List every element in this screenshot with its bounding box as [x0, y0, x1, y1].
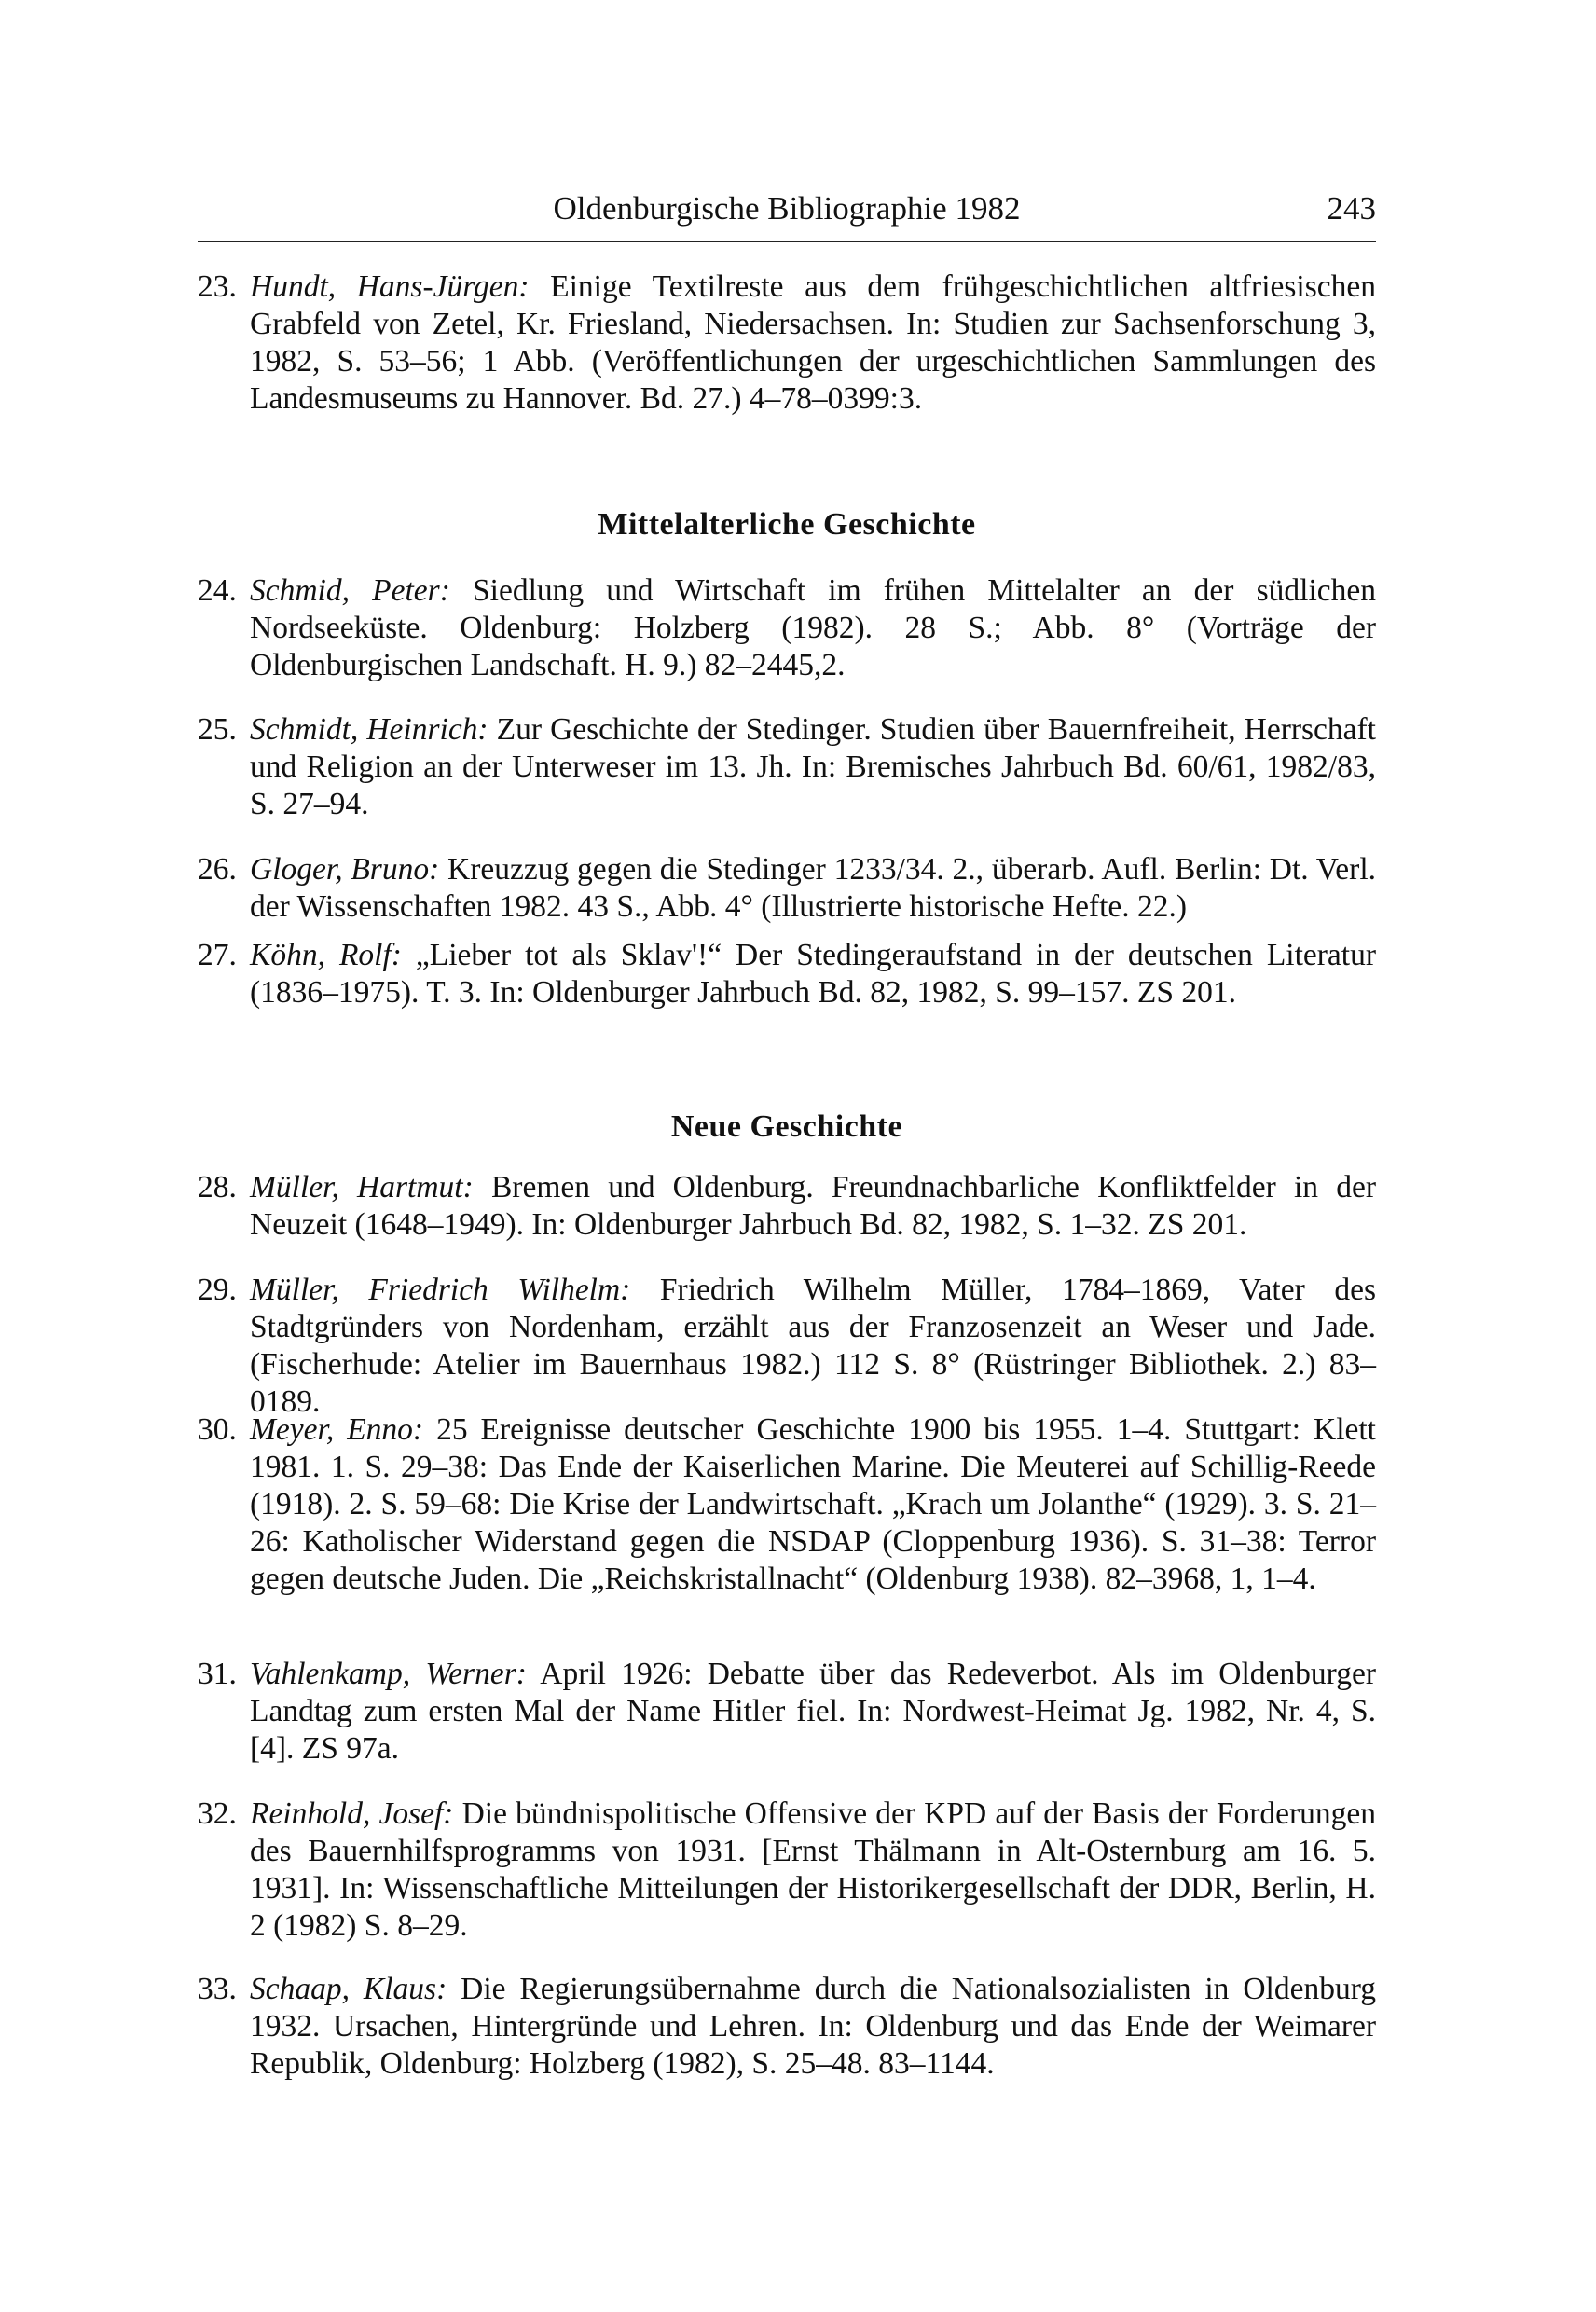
bibliography-entry-31: [198, 1656, 1376, 1768]
entry-body: [250, 851, 1376, 926]
bibliography-entry-23: [198, 268, 1376, 418]
entry-number: 30.: [198, 1412, 237, 1447]
entry-author: Hundt, Hans-Jürgen:: [250, 269, 530, 304]
bibliography-entry-25: [198, 711, 1376, 823]
entry-body: [250, 268, 1376, 418]
entry-body: [250, 572, 1376, 684]
entry-author: Meyer, Enno:: [250, 1412, 424, 1447]
entry-text: Kreuzzug gegen die Stedinger 1233/34. 2., überarb. Aufl. Berlin: Dt. Verl. der Wissenschaften 1982. 43 S., Abb. 4° (Illustrierte historische Hefte. 22.): [250, 852, 1376, 924]
entry-author: Reinhold, Josef:: [250, 1796, 454, 1831]
entry-author: Schmid, Peter:: [250, 573, 450, 608]
entry-number: 32.: [198, 1796, 237, 1831]
entry-number: 26.: [198, 852, 237, 887]
entry-text: 25 Ereignisse deutscher Geschichte 1900 bis 1955. 1–4. Stuttgart: Klett 1981. 1. S. 29–38: Das Ende der Kaiserlichen Marine. Die Meuterei auf Schillig-Reede (1918). 2. S. 59–68: Die Krise der Landwirtschaft. „Krach um Jolanthe“ (1929). 3. S. 21–26: Katholischer Widerstand gegen die NSDAP (Cloppenburg 1936). S. 31–38: Terror gegen deutsche Juden. Die „Reichskristallnacht“ (Oldenburg 1938). 82–3968, 1, 1–4.: [250, 1412, 1376, 1596]
entry-author: Gloger, Bruno:: [250, 852, 440, 887]
entry-text: Siedlung und Wirtschaft im frühen Mittelalter an der südlichen Nordseeküste. Oldenburg: Holzberg (1982). 28 S.; Abb. 8° (Vorträge der Oldenburgischen Landschaft. H. 9.) 82–2445,2.: [250, 573, 1376, 682]
entry-text: Die Regierungsübernahme durch die Nationalsozialisten in Oldenburg 1932. Ursachen, Hintergründe und Lehren. In: Oldenburg und das Ende der Weimarer Republik, Oldenburg: Holzberg (1982), S. 25–48. 83–1144.: [250, 1972, 1376, 2081]
running-head: [198, 185, 1376, 242]
bibliography-entry-27: [198, 937, 1376, 1012]
running-title: Oldenburgische Bibliographie 1982: [553, 190, 1021, 227]
entry-text: Die bündnispolitische Offensive der KPD auf der Basis der Forderungen des Bauernhilfsprogramms von 1931. [Ernst Thälmann in Alt-Osternburg am 16. 5. 1931]. In: Wissenschaftliche Mitteilungen der Historikergesellschaft der DDR, Berlin, H. 2 (1982) S. 8–29.: [250, 1796, 1377, 1943]
bibliography-entry-29: [198, 1272, 1376, 1421]
entry-body: [250, 1971, 1376, 2083]
bibliography-entry-32: [198, 1796, 1376, 1945]
bibliography-entry-28: [198, 1169, 1376, 1244]
entry-number: 28.: [198, 1170, 237, 1204]
section-heading-mittelalter: Mittelalterliche Geschichte: [598, 507, 976, 542]
entry-number: 23.: [198, 269, 237, 304]
entry-text: April 1926: Debatte über das Redeverbot. Als im Oldenburger Landtag zum ersten Mal der Name Hitler fiel. In: Nordwest-Heimat Jg. 1982, Nr. 4, S. [4]. ZS 97a.: [250, 1657, 1376, 1766]
bibliography-entry-30: [198, 1411, 1376, 1598]
entry-number: 29.: [198, 1273, 237, 1307]
entry-number: 25.: [198, 712, 237, 747]
entry-number: 24.: [198, 573, 237, 608]
entry-body: [250, 1169, 1376, 1244]
entry-number: 27.: [198, 938, 237, 972]
entry-author: Müller, Friedrich Wilhelm:: [250, 1273, 631, 1307]
page-number: 243: [1327, 190, 1376, 227]
entry-text: Zur Geschichte der Stedinger. Studien über Bauernfreiheit, Herrschaft und Religion an der Unterweser im 13. Jh. In: Bremisches Jahrbuch Bd. 60/61, 1982/83, S. 27–94.: [250, 712, 1376, 821]
entry-body: [250, 1656, 1376, 1768]
bibliography-entry-26: [198, 851, 1376, 926]
entry-body: [250, 711, 1376, 823]
section-heading-neue-geschichte: Neue Geschichte: [670, 1109, 903, 1144]
bibliography-entry-24: [198, 572, 1376, 684]
entry-text: Bremen und Oldenburg. Freundnachbarliche Konfliktfelder in der Neuzeit (1648–1949). In: Oldenburger Jahrbuch Bd. 82, 1982, S. 1–32. ZS 201.: [250, 1170, 1377, 1242]
entry-text: „Lieber tot als Sklav'!“ Der Stedingeraufstand in der deutschen Literatur (1836–1975). T. 3. In: Oldenburger Jahrbuch Bd. 82, 1982, S. 99–157. ZS 201.: [250, 938, 1377, 1010]
entry-author: Schaap, Klaus:: [250, 1972, 447, 2006]
entry-author: Köhn, Rolf:: [250, 938, 402, 972]
entry-number: 33.: [198, 1972, 237, 2006]
bibliography-entry-33: [198, 1971, 1376, 2083]
entry-text: Einige Textilreste aus dem frühgeschichtlichen altfriesischen Grabfeld von Zetel, Kr. Friesland, Niedersachsen. In: Studien zur Sachsenforschung 3, 1982, S. 53–56; 1 Abb. (Veröffentlichungen der urgeschichtlichen Sammlungen des Landesmuseums zu Hannover. Bd. 27.) 4–78–0399:3.: [250, 269, 1377, 416]
entry-body: [250, 1272, 1376, 1421]
entry-author: Müller, Hartmut:: [250, 1170, 474, 1204]
entry-number: 31.: [198, 1657, 237, 1691]
entry-body: [250, 1411, 1376, 1598]
entry-author: Vahlenkamp, Werner:: [250, 1657, 527, 1691]
entry-body: [250, 937, 1376, 1012]
entry-author: Schmidt, Heinrich:: [250, 712, 488, 747]
entry-body: [250, 1796, 1376, 1945]
entry-text: Friedrich Wilhelm Müller, 1784–1869, Vater des Stadtgründers von Nordenham, erzählt aus der Franzosenzeit an Weser und Jade. (Fischerhude: Atelier im Bauernhaus 1982.) 112 S. 8° (Rüstringer Bibliothek. 2.) 83–0189.: [250, 1273, 1376, 1419]
